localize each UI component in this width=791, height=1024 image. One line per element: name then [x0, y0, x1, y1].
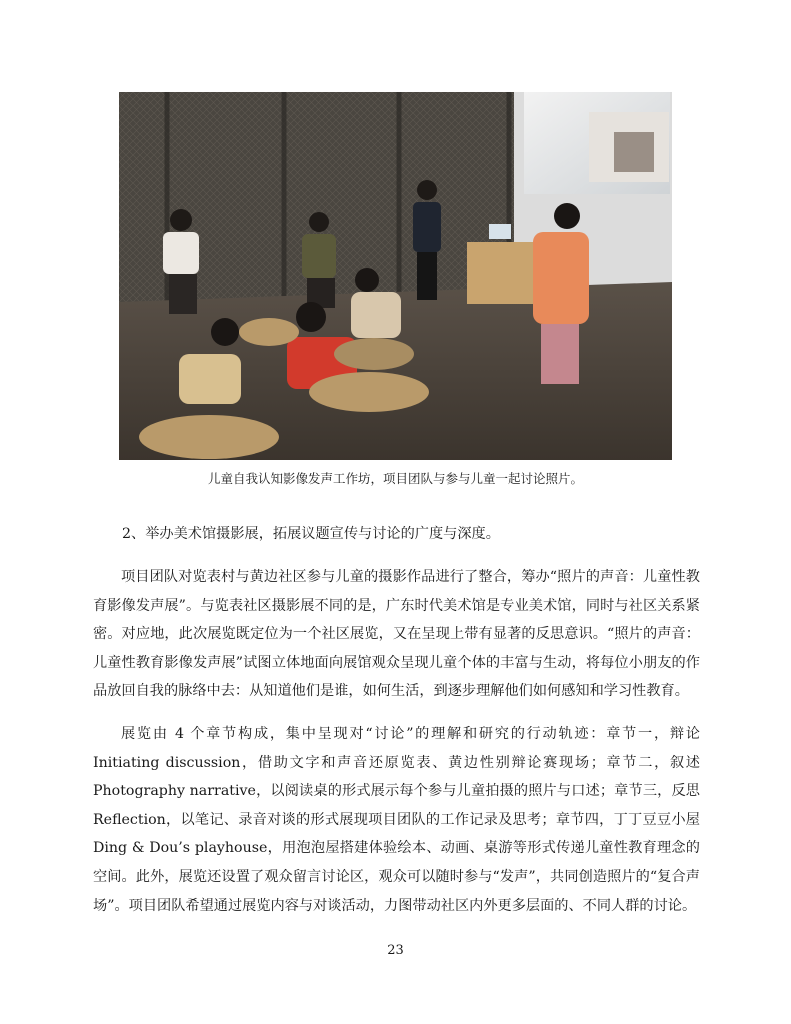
paragraph: 展览由 4 个章节构成，集中呈现对“讨论”的理解和研究的行动轨迹：章节一，辩论 Initiating discussion，借助文字和声音还原览表、黄边性别辩论赛现场；章节二，叙述 Photography narrative，以阅读桌的形式展示每个参与儿童拍摄的照片与口述；章节三，反思 Reflection，以笔记、录音对谈的形式展现项目团队的工作记录及思考；章节四，丁丁豆豆小屋 Ding & Dou’s playhouse，用泡泡屋搭建体验绘本、动画、桌游等形式传递儿童性教育理念的空间。此外，展览还设置了观众留言讨论区，观众可以随时参与“发声”，共同创造照片的“复合声场”。项目团队希望通过展览内容与对谈活动，力图带动社区内外更多层面的、不同人群的讨论。: [93, 726, 700, 914]
page-number: 23: [387, 943, 404, 958]
workshop-photo: [119, 92, 672, 460]
figure-caption: 儿童自我认知影像发声工作坊，项目团队与参与儿童一起讨论照片。: [207, 471, 583, 486]
paragraph: 项目团队对览表村与黄边社区参与儿童的摄影作品进行了整合，筹办“照片的声音：儿童性教育影像发声展”。与览表社区摄影展不同的是，广东时代美术馆是专业美术馆，同时与社区关系紧密。对应地，此次展览既定位为一个社区展览，又在呈现上带有显著的反思意识。“照片的声音：儿童性教育影像发声展”试图立体地面向展馆观众呈现儿童个体的丰富与生动，将每位小朋友的作品放回自我的脉络中去：从知道他们是谁，如何生活，到逐步理解他们如何感知和学习性教育。: [93, 569, 700, 700]
section-heading: 2、举办美术馆摄影展，拓展议题宣传与讨论的广度与深度。: [122, 526, 500, 542]
